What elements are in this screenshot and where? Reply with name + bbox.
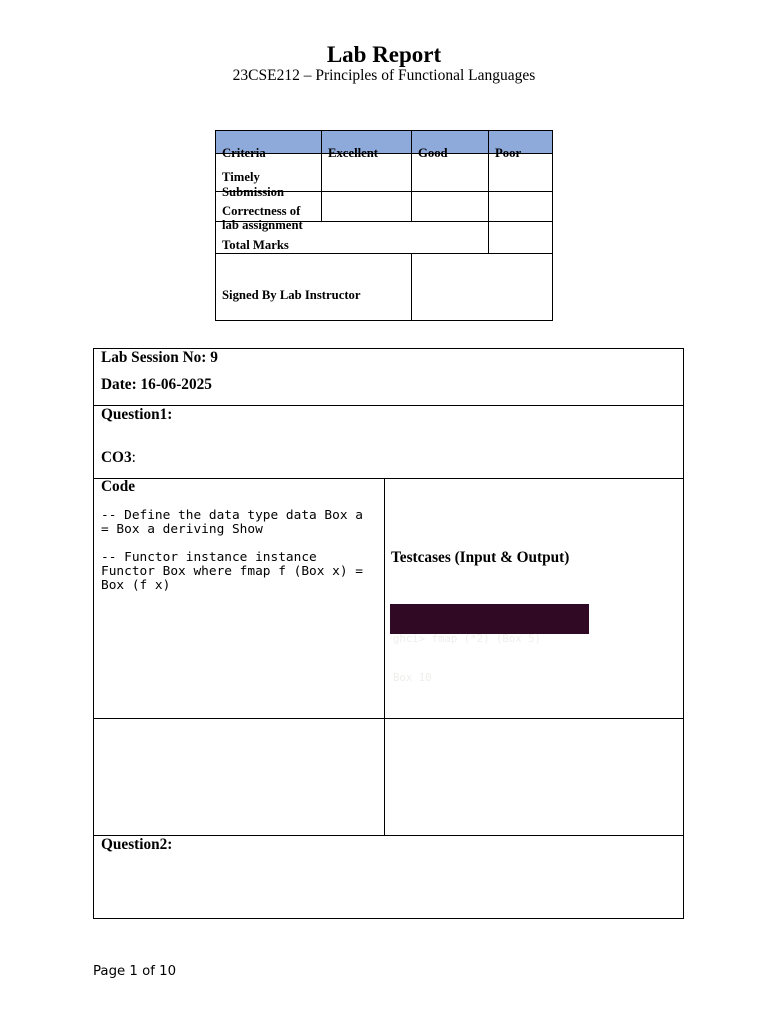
code-cell [94, 479, 385, 719]
rubric-header-criteria [216, 131, 322, 160]
signature-label: Signed By Lab Instructor [222, 288, 361, 302]
course-outcome-suffix: : [131, 449, 136, 466]
total-marks-value [489, 222, 553, 254]
rubric-cell-poor [489, 154, 553, 192]
document-title: Lab Report [326, 42, 442, 67]
rubric-cell-good [412, 154, 489, 192]
testcases-heading: Testcases (Input & Output) [391, 549, 570, 566]
total-marks-cell [216, 222, 489, 254]
rubric-header-good-label: Good [418, 146, 448, 160]
rubric-header-excellent-label: Excellent [328, 146, 379, 160]
rubric-criteria-correctness [216, 192, 322, 232]
rubric-cell-good [412, 192, 489, 222]
question2-label: Question2: [101, 836, 173, 853]
session-date-label: Date: [101, 376, 137, 393]
session-date: 16-06-2025 [140, 376, 212, 393]
code-heading: Code [101, 478, 135, 495]
rubric-header-criteria-label: Criteria [222, 146, 266, 160]
rubric-header-good [412, 131, 489, 160]
course-outcome-label: CO3 [101, 449, 132, 466]
testcases-cell [385, 479, 684, 719]
question1-label: Question1: [101, 406, 173, 423]
document-subtitle: 23CSE212 – Principles of Functional Languages [232, 67, 536, 84]
total-marks-label: Total Marks [222, 238, 289, 252]
rubric-table [215, 130, 553, 321]
question1-cell [94, 406, 684, 479]
session-date-line [101, 376, 683, 394]
rubric-cell-excellent [322, 192, 412, 222]
session-number: 9 [210, 349, 218, 366]
rubric-cell-poor [489, 192, 553, 222]
rubric-header-excellent [322, 131, 412, 160]
empty-cell-left [94, 719, 385, 836]
lab-details-table [93, 348, 684, 919]
session-cell [94, 349, 684, 406]
terminal-line: ghci> fmap (*2) (Box 5) [393, 632, 541, 645]
code-block: -- Functor instance instance Functor Box where fmap f (Box x) = Box (f x) [101, 550, 363, 593]
rubric-header-poor-label: Poor [495, 146, 522, 160]
page-footer: Page 1 of 10 [93, 964, 177, 979]
session-number-line [101, 349, 683, 367]
signature-cell [216, 254, 412, 321]
session-number-label: Lab Session No: [101, 349, 207, 366]
rubric-criteria-label: Timely Submission [222, 170, 285, 199]
rubric-criteria-timely-submission [216, 154, 322, 199]
rubric-criteria-label: Correctness of lab assignment [222, 204, 303, 232]
terminal-output [390, 604, 589, 684]
empty-cell-right [385, 719, 684, 836]
course-outcome-line [101, 449, 683, 467]
code-block: -- Define the data type data Box a = Box a deriving Show [101, 508, 363, 537]
terminal-line: Box 10 [393, 671, 432, 684]
signature-box [412, 254, 553, 321]
rubric-cell-excellent [322, 154, 412, 192]
rubric-header-poor [489, 131, 553, 160]
question2-cell [94, 836, 684, 919]
